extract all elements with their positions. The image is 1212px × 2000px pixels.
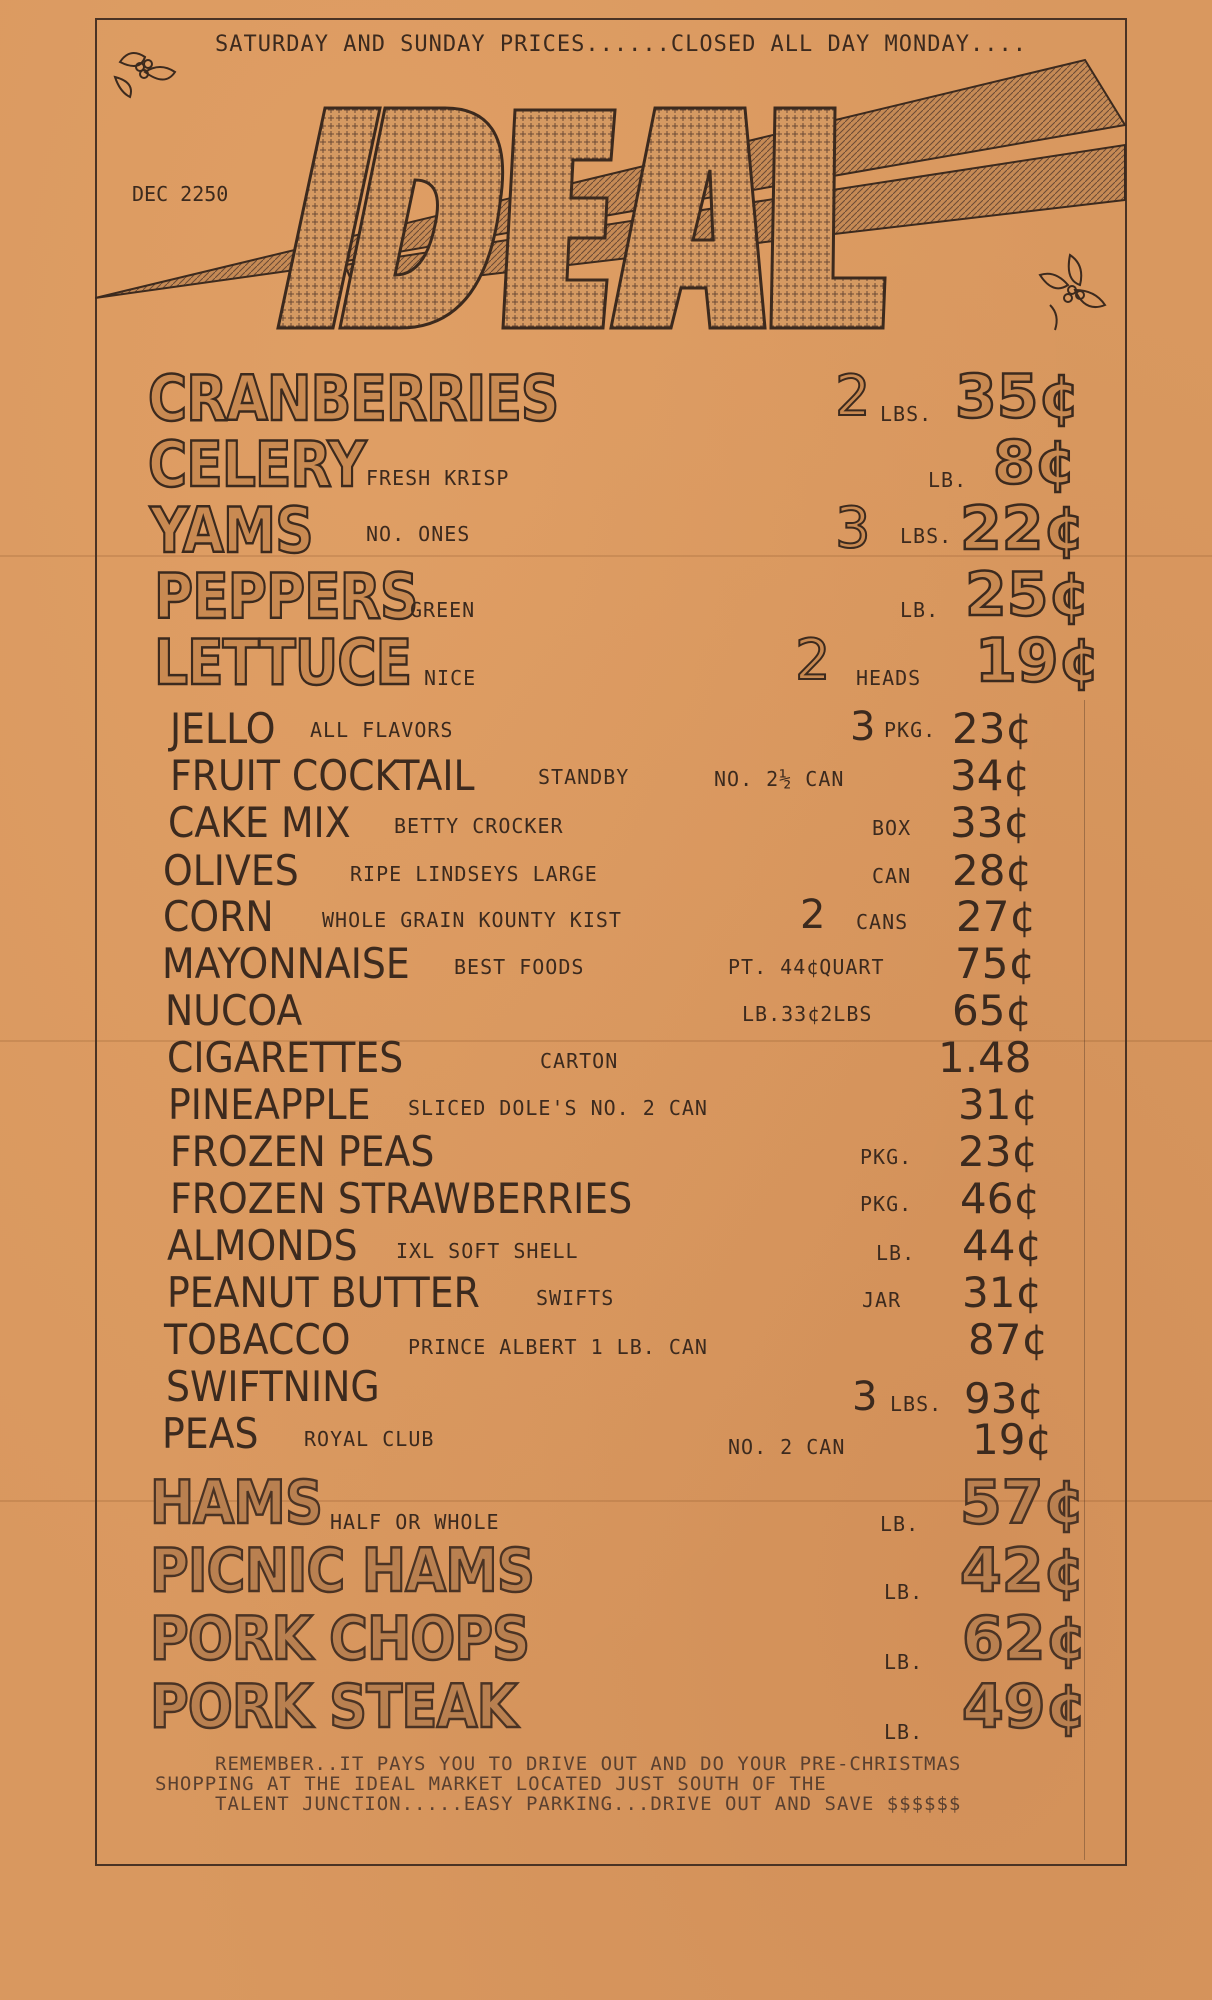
item-note: SLICED DOLE'S NO. 2 CAN bbox=[408, 1096, 708, 1120]
item-qty: 2 bbox=[795, 628, 831, 693]
item-name: NUCOA bbox=[165, 986, 303, 1035]
item-name: OLIVES bbox=[163, 846, 299, 895]
item-unit: LB. bbox=[876, 1241, 916, 1265]
item-price: 25¢ bbox=[965, 560, 1091, 630]
item-price: 46¢ bbox=[960, 1174, 1041, 1223]
item-price: 23¢ bbox=[958, 1127, 1039, 1176]
item-price: 34¢ bbox=[950, 751, 1031, 800]
item-note: ALL FLAVORS bbox=[310, 718, 454, 742]
item-name: SWIFTNING bbox=[166, 1362, 380, 1411]
item-name: PEAS bbox=[162, 1409, 259, 1458]
item-qty: 3 bbox=[850, 704, 876, 750]
item-price: 31¢ bbox=[958, 1080, 1039, 1129]
item-name: FRUIT COCKTAIL bbox=[170, 751, 475, 800]
footer-line: SHOPPING AT THE IDEAL MARKET LOCATED JUST SOUTH OF THE bbox=[155, 1773, 827, 1795]
item-price: 57¢ bbox=[960, 1468, 1086, 1538]
item-price: 33¢ bbox=[950, 798, 1031, 847]
item-price: 19¢ bbox=[975, 626, 1101, 696]
item-name: FROZEN STRAWBERRIES bbox=[170, 1174, 633, 1223]
footer-line: TALENT JUNCTION.....EASY PARKING...DRIVE OUT AND SAVE $$$$$$ bbox=[215, 1793, 962, 1815]
item-unit: LBS. bbox=[890, 1392, 943, 1416]
item-unit: LB. bbox=[884, 1720, 924, 1744]
footer-message bbox=[150, 1754, 1100, 1814]
item-price: 62¢ bbox=[962, 1604, 1088, 1674]
item-price: 23¢ bbox=[952, 704, 1033, 753]
item-note: RIPE LINDSEYS LARGE bbox=[350, 862, 598, 886]
item-price: 19¢ bbox=[972, 1415, 1053, 1464]
item-note: PRINCE ALBERT 1 LB. CAN bbox=[408, 1335, 708, 1359]
item-unit: JAR bbox=[862, 1288, 902, 1312]
item-name: PEANUT BUTTER bbox=[167, 1268, 480, 1317]
item-note: WHOLE GRAIN KOUNTY KIST bbox=[322, 908, 622, 932]
item-price: 1.48 bbox=[938, 1033, 1032, 1082]
item-name: CRANBERRIES bbox=[148, 362, 559, 435]
item-name: YAMS bbox=[150, 494, 313, 567]
item-qty: 2 bbox=[835, 364, 871, 429]
item-price: 65¢ bbox=[952, 986, 1033, 1035]
item-unit: LB. bbox=[884, 1650, 924, 1674]
item-unit: LB. bbox=[884, 1580, 924, 1604]
item-name: PORK STEAK bbox=[150, 1672, 517, 1742]
hours-notice: SATURDAY AND SUNDAY PRICES......CLOSED ALL DAY MONDAY.... bbox=[215, 32, 1027, 57]
item-name: TOBACCO bbox=[164, 1315, 351, 1364]
item-note: BEST FOODS bbox=[454, 955, 585, 979]
item-unit: PKG. bbox=[884, 718, 937, 742]
item-unit: HEADS bbox=[856, 666, 922, 690]
item-price: 31¢ bbox=[962, 1268, 1043, 1317]
phone-number: DEC 2250 bbox=[132, 182, 229, 206]
item-price: 93¢ bbox=[964, 1374, 1045, 1423]
item-unit: LBS. bbox=[880, 402, 933, 426]
item-note: HALF OR WHOLE bbox=[330, 1510, 500, 1534]
item-unit: LB. bbox=[928, 468, 968, 492]
item-price: 28¢ bbox=[952, 846, 1033, 895]
footer-line: REMEMBER..IT PAYS YOU TO DRIVE OUT AND DO YOUR PRE-CHRISTMAS bbox=[215, 1753, 962, 1775]
item-unit: LB. bbox=[900, 598, 940, 622]
item-name: JELLO bbox=[170, 704, 276, 753]
item-qty: 3 bbox=[835, 496, 871, 561]
item-note: GREEN bbox=[410, 598, 476, 622]
item-price: 8¢ bbox=[993, 428, 1077, 498]
item-unit: BOX bbox=[872, 816, 912, 840]
item-note: NO. ONES bbox=[366, 522, 471, 546]
item-qty: 2 bbox=[800, 892, 826, 938]
item-unit: LB.33¢2LBS bbox=[742, 1002, 873, 1026]
item-name: CIGARETTES bbox=[167, 1033, 404, 1082]
item-name: FROZEN PEAS bbox=[170, 1127, 435, 1176]
item-unit: NO. 2½ CAN bbox=[714, 767, 845, 791]
item-note: ROYAL CLUB bbox=[304, 1427, 435, 1451]
item-price: 27¢ bbox=[956, 892, 1037, 941]
item-name: CAKE MIX bbox=[168, 798, 351, 847]
item-unit: PT. 44¢QUART bbox=[728, 955, 885, 979]
item-unit: PKG. bbox=[860, 1192, 913, 1216]
item-unit: CANS bbox=[856, 910, 909, 934]
item-price: 44¢ bbox=[962, 1221, 1043, 1270]
item-note: SWIFTS bbox=[536, 1286, 615, 1310]
item-name: ALMONDS bbox=[167, 1221, 358, 1270]
item-name: CELERY bbox=[148, 428, 366, 501]
item-note: CARTON bbox=[540, 1049, 619, 1073]
item-name: PEPPERS bbox=[154, 560, 418, 633]
item-price: 87¢ bbox=[968, 1315, 1049, 1364]
item-unit: LBS. bbox=[900, 524, 953, 548]
item-price: 42¢ bbox=[960, 1536, 1086, 1606]
item-name: PORK CHOPS bbox=[150, 1604, 530, 1674]
item-note: IXL SOFT SHELL bbox=[396, 1239, 579, 1263]
item-name: CORN bbox=[163, 892, 274, 941]
item-unit: NO. 2 CAN bbox=[728, 1435, 846, 1459]
item-name: HAMS bbox=[150, 1468, 323, 1538]
item-unit: PKG. bbox=[860, 1145, 913, 1169]
item-unit: CAN bbox=[872, 864, 912, 888]
item-price: 49¢ bbox=[962, 1672, 1088, 1742]
item-note: STANDBY bbox=[538, 765, 630, 789]
item-name: PICNIC HAMS bbox=[150, 1536, 535, 1606]
item-price: 35¢ bbox=[955, 362, 1081, 432]
item-name: LETTUCE bbox=[154, 626, 412, 699]
item-price: 75¢ bbox=[955, 939, 1036, 988]
item-name: PINEAPPLE bbox=[168, 1080, 371, 1129]
item-unit: LB. bbox=[880, 1512, 920, 1536]
item-note: FRESH KRISP bbox=[366, 466, 510, 490]
item-note: NICE bbox=[424, 666, 477, 690]
item-qty: 3 bbox=[852, 1374, 878, 1420]
item-note: BETTY CROCKER bbox=[394, 814, 564, 838]
item-price: 22¢ bbox=[960, 494, 1086, 564]
item-name: MAYONNAISE bbox=[162, 939, 410, 988]
